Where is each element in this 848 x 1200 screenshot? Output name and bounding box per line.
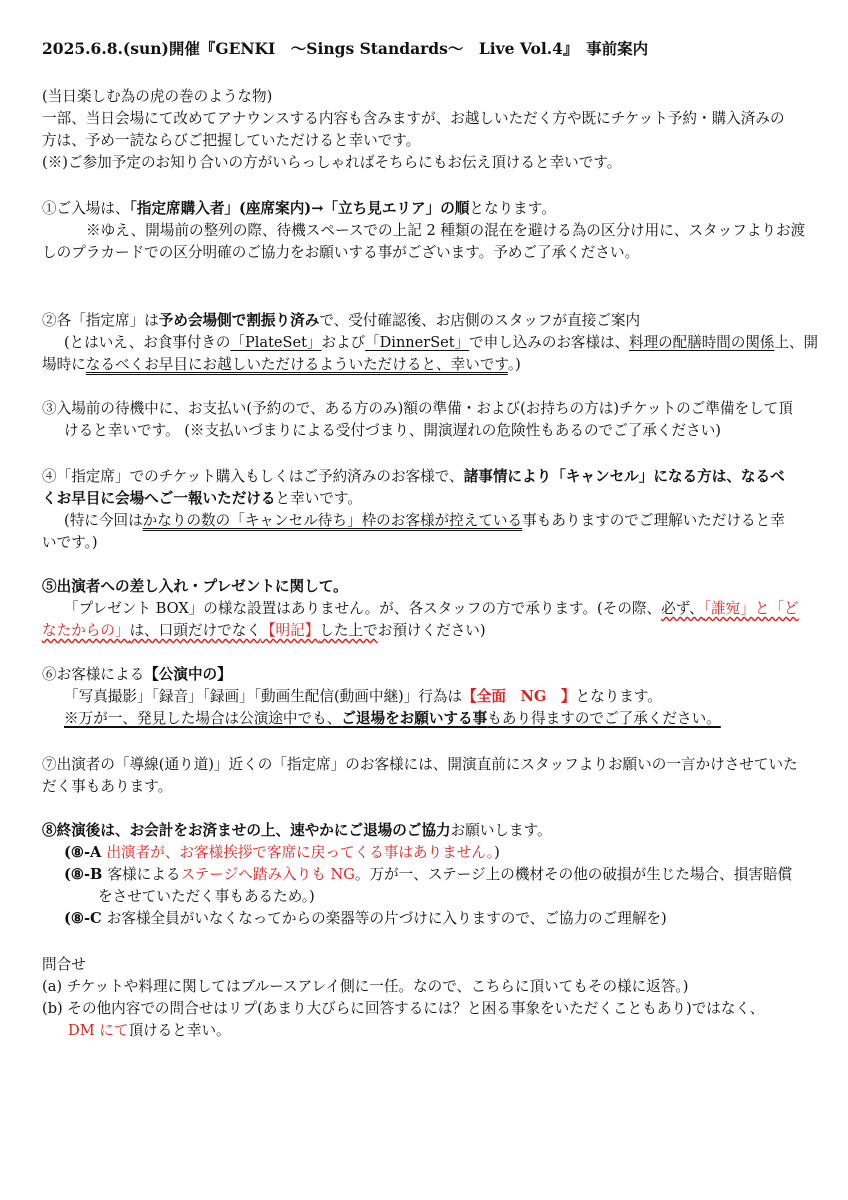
section-5-line: 「プレゼント BOX」の様な設置はありません。が、各スタッフの方で承ります。(その際、必ず、「誰宛」と「ど (64, 600, 799, 617)
contact-heading: 問合せ (42, 956, 86, 973)
section-8-item-b-cont: をさせていただく事もあるため。) (98, 888, 315, 905)
section-3-line: ③入場前の待機中に、お支払い(予約ので、ある方のみ)額の準備・および(お持ちの方は)チケットのご準備をして頂 (42, 400, 793, 417)
section-2-heading: ②各「指定席」は予め会場側で割振り済みで、受付確認後、お店側のスタッフが直接ご案内 (42, 312, 641, 329)
section-6-heading: ⑥お客様による【公演中の】 (42, 666, 232, 683)
intro-line: 一部、当日会場にて改めてアナウンスする内容も含みますが、お越しいただく方や既にチケット予約・購入済みの (42, 110, 785, 127)
section-1-heading: ①ご入場は、「指定席購入者」(座席案内)→「立ち見エリア」の順となります。 (42, 200, 556, 217)
section-4-line: ④「指定席」でのチケット購入もしくはご予約済みのお客様で、諸事情により「キャンセル」になる方は、なるべ (42, 468, 785, 485)
contact-item-a: (a) チケットや料理に関してはブルースアレイ側に一任。なので、こちらに頂いてもその様に返答。) (42, 978, 689, 995)
section-3-line: けると幸いです。 (※支払いづまりによる受付づまり、開演遅れの危険性もあるのでご了承ください) (64, 422, 721, 439)
document-title: 2025.6.8.(sun)開催『GENKI ～Sings Standards～ Live Vol.4』 事前案内 (42, 39, 649, 58)
section-4-line: くお早目に会場へご一報いただけると幸いです。 (42, 490, 362, 507)
section-8-heading: ⑧終演後は、お会計をお済ませの上、速やかにご退場のご協力お願いします。 (42, 822, 552, 839)
intro-line: (※)ご参加予定のお知り合いの方がいらっしゃればそちらにもお伝え頂けると幸いです。 (42, 154, 622, 171)
section-1-line: ※ゆえ、開場前の整列の際、待機スペースでの上記 2 種類の混在を避ける為の区分け用に、スタッフよりお渡 (86, 222, 806, 239)
section-6-line: 「写真撮影」「録音」「録画」「動画生配信(動画中継)」行為は【全面 NG 】となります。 (64, 688, 662, 705)
intro-line: 方は、予め一読ならびご把握していただけると幸いです。 (42, 132, 421, 149)
contact-item-b: (b) その他内容での問合せはリプ(あまり大びらに回答するには？と困る事象をいただくこともあり)ではなく、 (42, 1000, 765, 1017)
section-4-line: (特に今回はかなりの数の「キャンセル待ち」枠のお客様が控えている事もありますのでご理解いただけると幸 (64, 512, 785, 529)
section-1-line: しのプラカードでの区分明確のご協力をお願いする事がございます。予めご了承ください。 (42, 244, 640, 261)
section-5-heading: ⑤出演者への差し入れ・プレゼントに関して。 (42, 578, 348, 595)
section-8-item-a: (⑧-A 出演者が、お客様挨拶で客席に戻ってくる事はありません。) (64, 844, 500, 861)
section-8-item-c: (⑧-C お客様全員がいなくなってからの楽器等の片づけに入りますので、ご協力のご理解を) (64, 910, 667, 927)
contact-item-b-cont: DM にて頂けると幸い。 (68, 1022, 231, 1039)
section-8-item-b: (⑧-B 客様によるステージへ踏み入りも NG。万が一、ステージ上の機材その他の破損が生じた場合、損害賠償 (64, 866, 793, 883)
section-5-line: なたからの」は、口頭だけでなく【明記】した上でお預けください) (42, 622, 486, 639)
section-7-line: ⑦出演者の「導線(通り道)」近くの「指定席」のお客様には、開演直前にスタッフよりお願いの一言かけさせていた (42, 756, 798, 773)
section-7-line: だく事もあります。 (42, 778, 173, 795)
intro-line: (当日楽しむ為の虎の巻のような物) (42, 88, 273, 105)
section-2-line: 場時になるべくお早目にお越しいただけるよういただけると、幸いです。) (42, 356, 521, 373)
section-4-line: いです。) (42, 534, 98, 551)
section-2-line: (とはいえ、お食事付きの「PlateSet」および「DinnerSet」で申し込みのお客様は、料理の配膳時間の関係上、開 (64, 334, 819, 351)
section-6-line: ※万が一、発見した場合は公演途中でも、ご退場をお願いする事もあり得ますのでご了承ください。 (64, 710, 721, 727)
